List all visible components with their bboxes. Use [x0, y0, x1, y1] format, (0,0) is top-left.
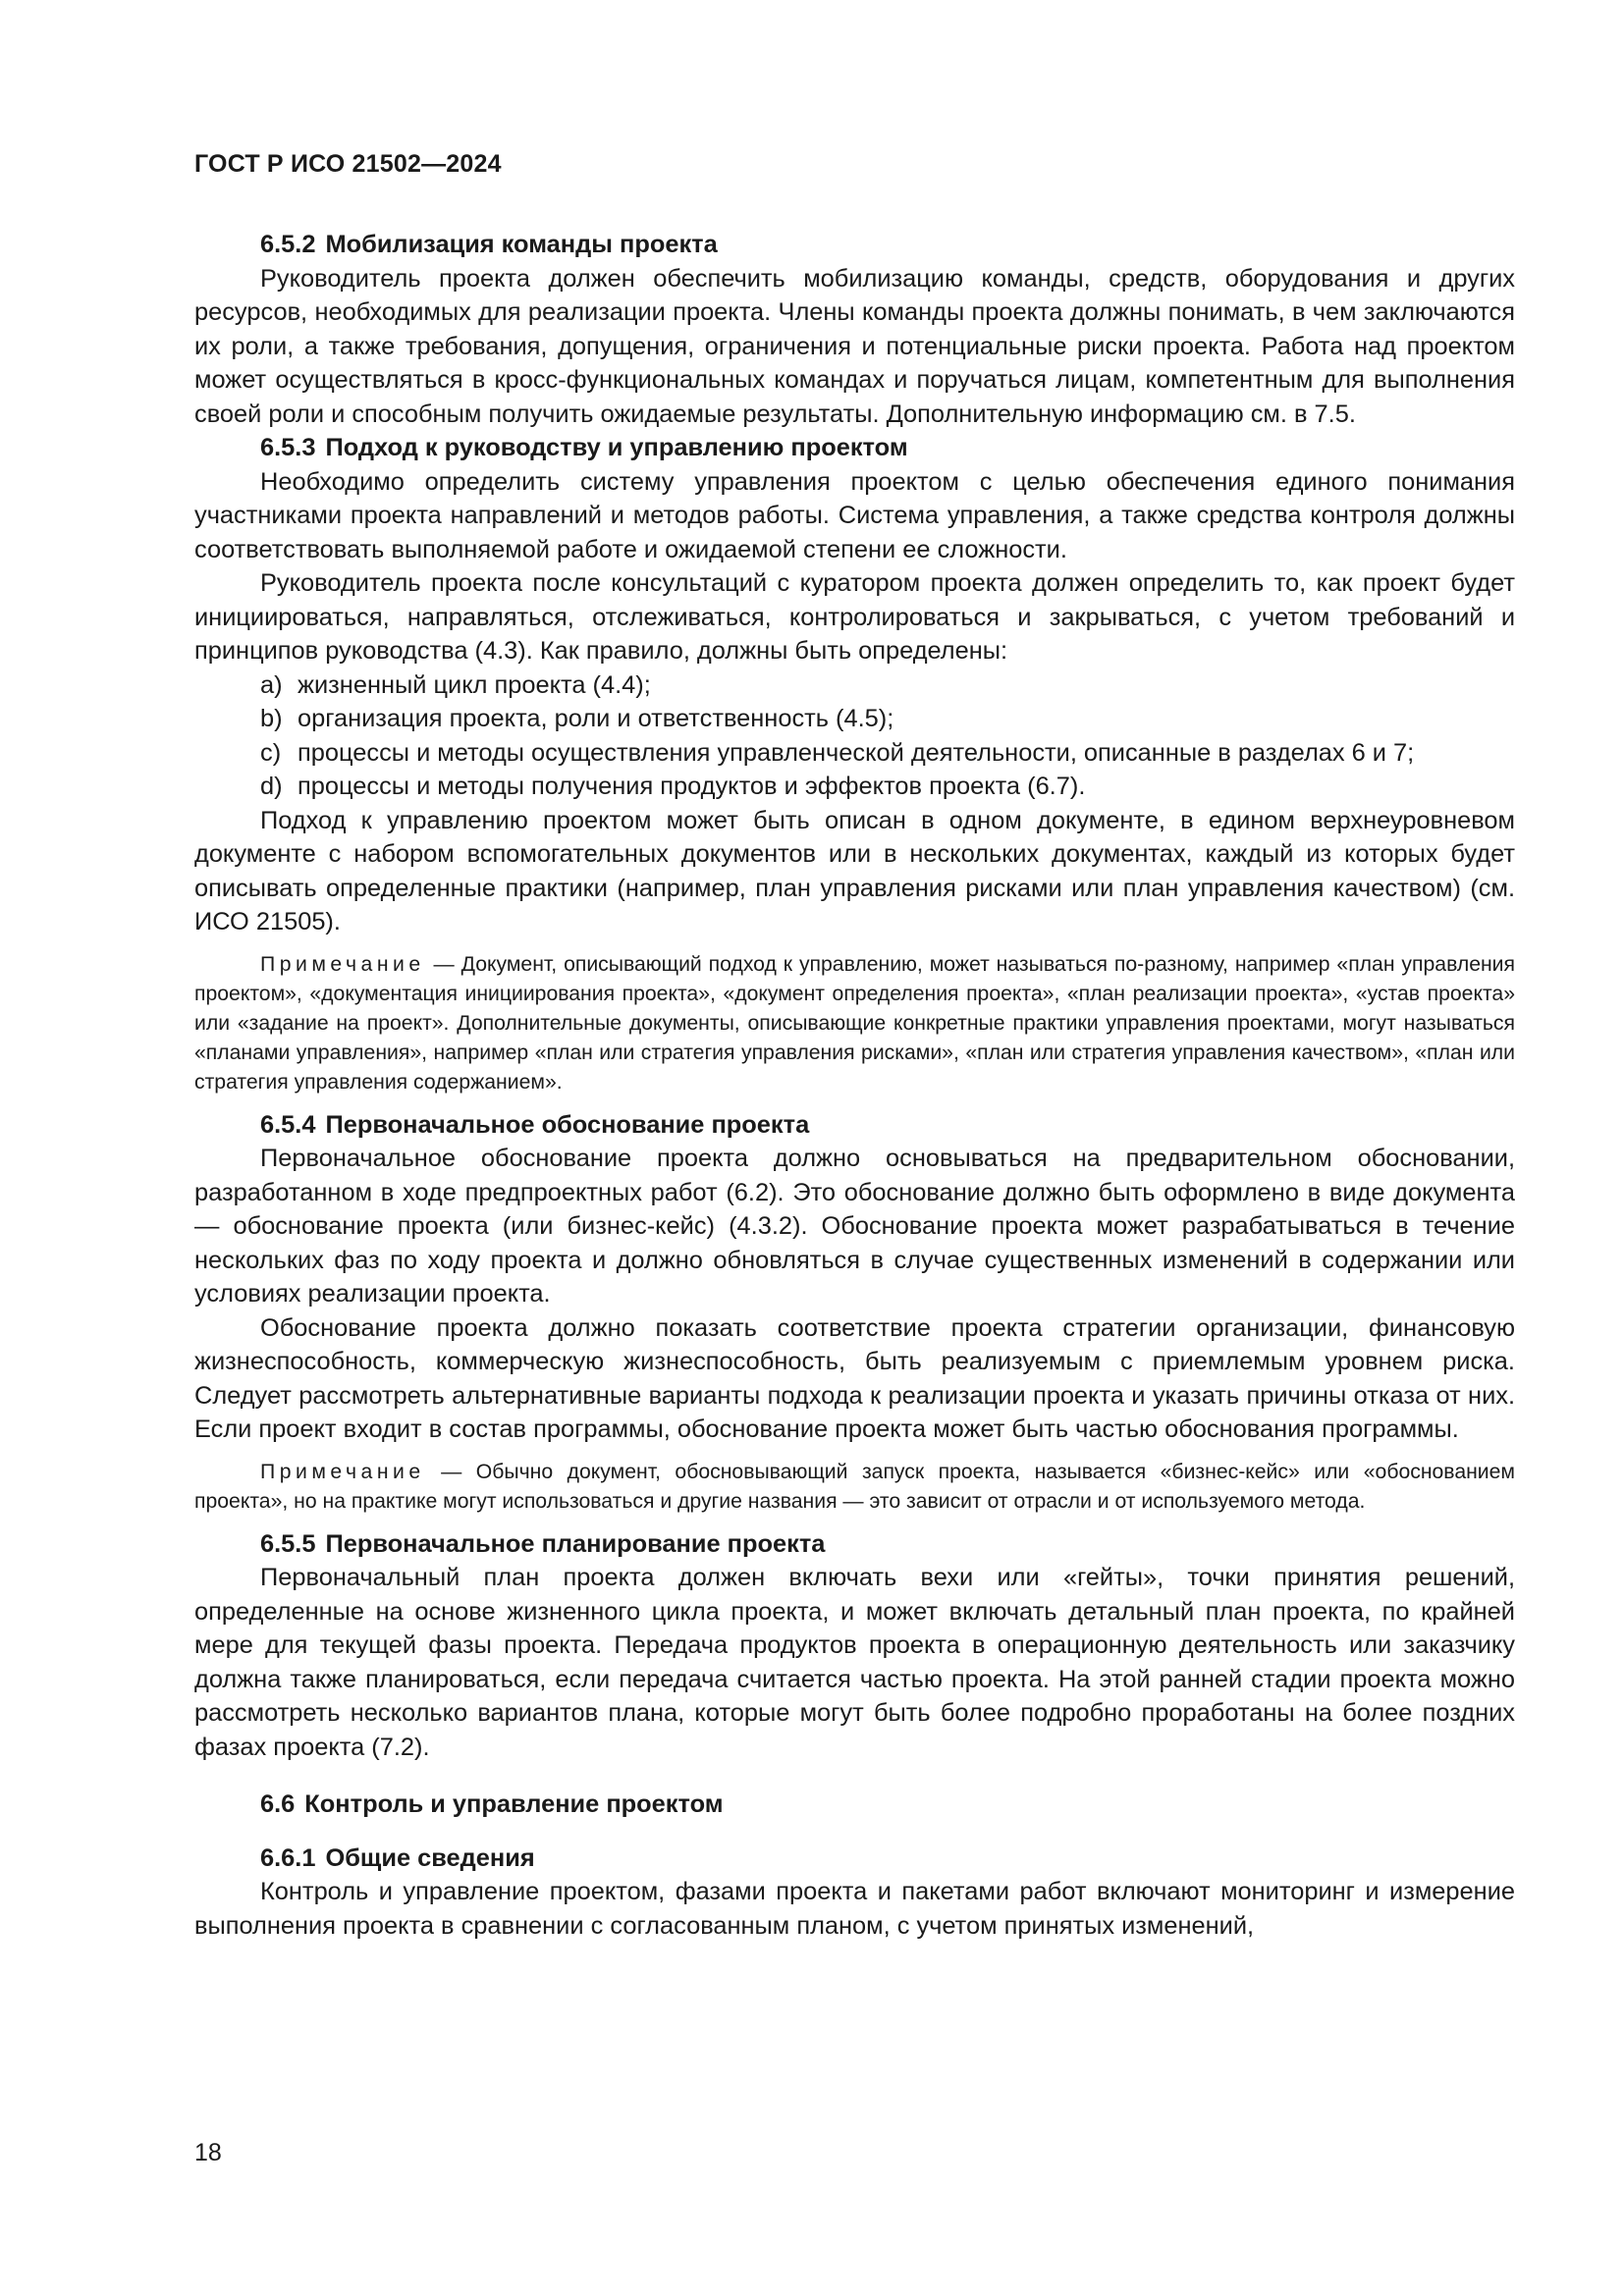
list-item-text: жизненный цикл проекта (4.4);	[298, 670, 651, 699]
list-item-text: процессы и методы получения продуктов и эффектов проекта (6.7).	[298, 773, 1086, 800]
section-number: 6.5.2	[260, 231, 316, 258]
page-content	[194, 228, 1515, 1943]
list-marker: d)	[260, 773, 283, 800]
section-6-6-heading	[194, 1788, 1515, 1822]
note-text: — Документ, описывающий подход к управлению, может называться по-разному, например «план управления проектом», «документация инициирования проекта», «документ определения проекта», «план реализации проекта», «устав проекта» или «задание на проект». Дополнительные документы, описывающие конкретные практики управления проектами, могут называться «планами управления», например «план или стратегия управления рисками», «план или стратегия управления качеством», «план или стратегия управления содержанием».	[194, 952, 1515, 1094]
paragraph: Руководитель проекта после консультаций с куратором проекта должен определить то, как проект будет инициироваться, направляться, отслеживаться, контролироваться и закрываться, с учетом требований и принципов руководства (4.3). Как правило, должны быть определены:	[194, 569, 1515, 665]
section-title: Общие сведения	[325, 1843, 535, 1872]
page-number: 18	[194, 2139, 222, 2166]
section-title: Подход к руководству и управлению проектом	[325, 434, 908, 461]
section-6-5-4-heading	[194, 1108, 1515, 1143]
standard-designation: ГОСТ Р ИСО 21502—2024	[194, 150, 502, 178]
paragraph: Обоснование проекта должно показать соответствие проекта стратегии организации, финансовую жизнеспособность, коммерческую жизнеспособность, быть реализуемым с приемлемым уровнем риска. Следует рассмотреть альтернативные варианты подхода к реализации проекта и указать причины отказа от них. Если проект входит в состав программы, обоснование проекта может быть частью обоснования программы.	[194, 1313, 1515, 1443]
list-item	[194, 736, 1515, 771]
section-number: 6.6	[260, 1790, 296, 1818]
section-title: Первоначальное обоснование проекта	[325, 1110, 810, 1139]
paragraph: Первоначальный план проекта должен включать вехи или «гейты», точки принятия решений, определенные на основе жизненного цикла проекта, и может включать детальный план проекта, по крайней мере для текущей фазы проекта. Передача продуктов проекта в операционную деятельность или заказчику должна также планироваться, если передача считается частью проекта. На этой ранней стадии проекта можно рассмотреть несколько вариантов плана, которые могут быть более подробно проработаны на более поздних фазах проекта (7.2).	[194, 1564, 1515, 1761]
note-label: Примечание	[260, 952, 425, 976]
section-title: Первоначальное планирование проекта	[325, 1529, 826, 1558]
list-item	[194, 702, 1515, 736]
list-item	[194, 668, 1515, 703]
paragraph: Контроль и управление проектом, фазами проекта и пакетами работ включают мониторинг и измерение выполнения проекта в сравнении с согласованным планом, с учетом принятых изменений,	[194, 1878, 1515, 1940]
section-title: Контроль и управление проектом	[304, 1790, 724, 1818]
list-item-text: процессы и методы осуществления управленческой деятельности, описанные в разделах 6 и 7;	[298, 738, 1415, 767]
section-number: 6.5.3	[260, 434, 316, 461]
section-6-5-5-heading	[194, 1527, 1515, 1562]
section-number: 6.6.1	[260, 1843, 316, 1872]
note	[194, 1458, 1515, 1517]
section-number: 6.5.5	[260, 1529, 316, 1558]
section-6-5-2-heading	[194, 228, 1515, 262]
list-item	[194, 770, 1515, 804]
list-item-text: организация проекта, роли и ответственность (4.5);	[298, 705, 894, 732]
list-marker: b)	[260, 705, 283, 732]
section-6-5-3-heading	[194, 431, 1515, 465]
section-title: Мобилизация команды проекта	[325, 231, 718, 258]
note	[194, 950, 1515, 1097]
note-label: Примечание	[260, 1460, 425, 1483]
paragraph: Руководитель проекта должен обеспечить мобилизацию команды, средств, оборудования и других ресурсов, необходимых для реализации проекта. Члены команды проекта должны понимать, в чем заключаются их роли, а также требования, допущения, ограничения и потенциальные риски проекта. Работа над проектом может осуществляться в кросс-функциональных командах и поручаться лицам, компетентным для выполнения своей роли и способным получить ожидаемые результаты. Дополнительную информацию см. в 7.5.	[194, 264, 1515, 428]
paragraph: Необходимо определить систему управления проектом с целью обеспечения единого понимания участниками проекта направлений и методов работы. Система управления, а также средства контроля должны соответствовать выполняемой работе и ожидаемой степени ее сложности.	[194, 467, 1515, 563]
paragraph: Подход к управлению проектом может быть описан в одном документе, в едином верхнеуровневом документе с набором вспомогательных документов или в нескольких документах, каждый из которых будет описывать определенные практики (например, план управления рисками или план управления качеством) (см. ИСО 21505).	[194, 806, 1515, 935]
list-marker: c)	[260, 738, 282, 767]
section-number: 6.5.4	[260, 1110, 316, 1139]
note-text: — Обычно документ, обосновывающий запуск проекта, называется «бизнес-кейс» или «обоснованием проекта», но на практике могут использоваться и другие названия — это зависит от отрасли и от используемого метода.	[194, 1460, 1515, 1513]
section-6-6-1-heading	[194, 1842, 1515, 1876]
list-marker: a)	[260, 670, 283, 699]
paragraph: Первоначальное обоснование проекта должно основываться на предварительном обосновании, разработанном в ходе предпроектных работ (6.2). Это обоснование должно быть оформлено в виде документа — обоснование проекта (или бизнес-кейс) (4.3.2). Обоснование проекта может разрабатываться в течение нескольких фаз по ходу проекта и должно обновляться в случае существенных изменений в содержании или условиях реализации проекта.	[194, 1145, 1515, 1308]
